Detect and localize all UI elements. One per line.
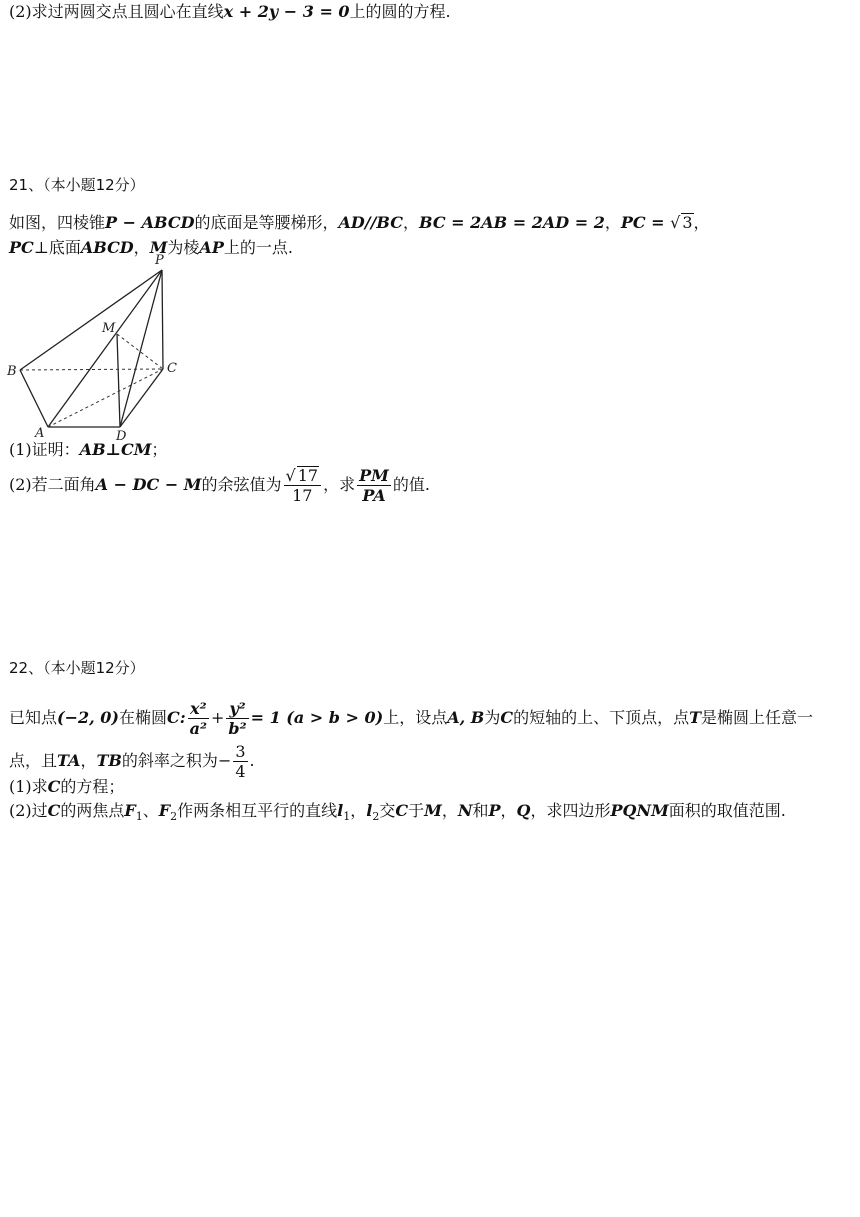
q20-part2-text: (2)求过两圆交点且圆心在直线 [9,2,224,21]
edge-DC [120,369,163,427]
y-fraction: $\frac{\text{y²}}{\text{b²}}$ [228,699,247,738]
sqrt-sign: √ [670,213,681,232]
q22-part1: (1)求C的方程； [9,777,125,796]
edge-PA [48,270,162,427]
edge-PD [120,270,162,427]
q22-line1: 已知点(−2, 0)在椭圆C: $\frac{\text{x²}}{\text{a²}}$ + $\frac{\text{y²}}{\text{b²}}$ = 1 (a > b > 0)上，设点A, B为C的短轴的上、下顶点，点T是椭圆上任意一 [9,699,813,738]
q21-intro-line1: 如图，四棱锥P − ABCD的底面是等腰梯形，AD//BC，BC = 2AB = 2AD = 2，PC = √ 3， [9,213,710,232]
label-M: M [102,321,116,336]
slope-product-fraction: $\frac{3}{4}$ [235,742,246,781]
label-P: P [155,253,164,268]
q21-heading: 21、（本小题12分） [9,176,145,194]
line-equation: x + 2y − 3 = 0 [223,2,350,21]
q22-line2: 点，且TA，TB的斜率之积为− $\frac{3}{4}$ . [9,742,255,781]
q22-heading: 22、（本小题12分） [9,659,145,677]
edge-AC-hidden [48,369,163,427]
q20-part2-suffix: 上的圆的方程. [349,2,451,21]
label-C: C [167,361,177,376]
q21-part1: (1)证明：AB⊥CM； [9,440,168,459]
q20-part2 [9,0,451,24]
label-B: B [7,364,17,379]
edge-AB [20,370,48,427]
edge-BP [20,270,162,370]
edge-BC-hidden [20,369,163,370]
x-fraction: $\frac{\text{x²}}{\text{a²}}$ [189,699,207,738]
q21-part2: (2)若二面角A − DC − M的余弦值为 $\frac{√ 17}{17}$ ，求 $\frac{PM}{PA}$ 的值. [9,466,430,505]
label-A: A [35,426,45,441]
edge-PC [162,270,163,369]
cosine-fraction: $\frac{√ 17}{17}$ [284,466,322,505]
q21-intro-line2: PC⊥底面ABCD，M为棱AP上的一点. [9,238,293,257]
ratio-fraction: $\frac{PM}{PA}$ [359,466,389,505]
q22-part2: (2)过C的两焦点$F_1$、$F_2$作两条相互平行的直线$l_1$，$l_2$交C于M，N和P，Q，求四边形PQNM面积的取值范围. [9,801,786,824]
edge-MD [117,334,120,427]
pyramid-figure [0,250,200,445]
label-D: D [116,429,127,444]
